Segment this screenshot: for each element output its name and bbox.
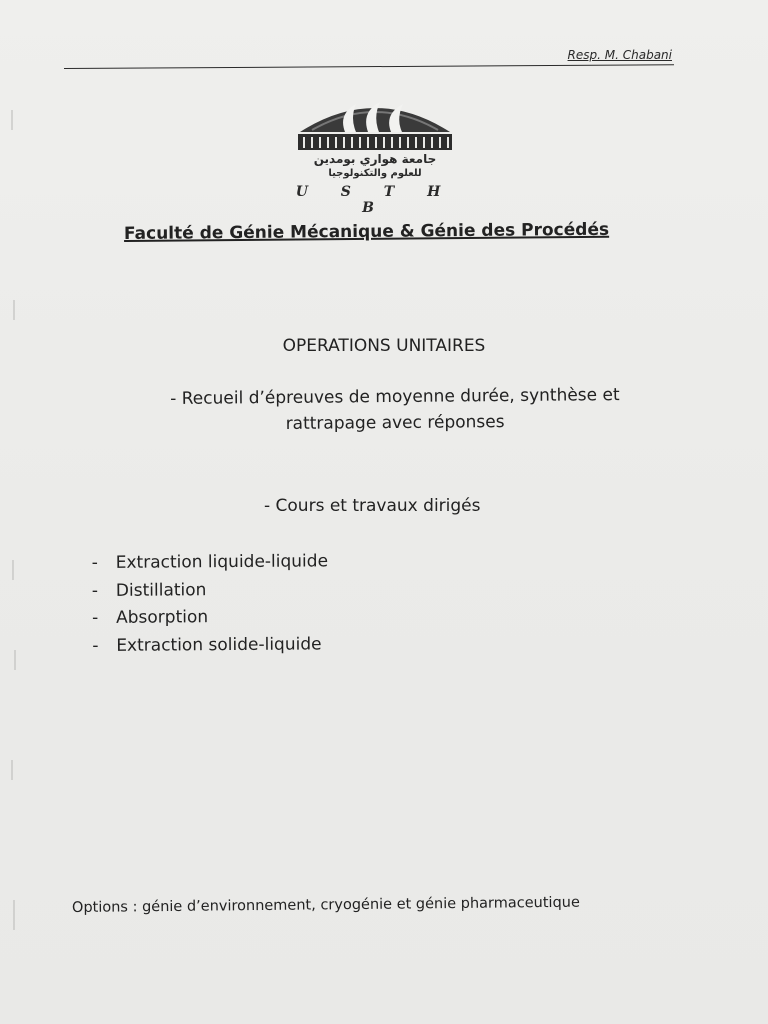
topic-label: Extraction solide-liquide	[116, 633, 322, 656]
options-line: Options : génie d’environnement, cryogénie et génie pharmaceutique	[71, 894, 580, 916]
topic-item	[92, 603, 328, 632]
topic-item	[92, 631, 328, 660]
usthb-logo	[290, 92, 460, 216]
topic-bullet: -	[91, 552, 98, 574]
scan-edge-marks	[4, 0, 24, 1024]
topic-bullet: -	[92, 607, 99, 628]
faculty-heading: Faculté de Génie Mécanique & Génie des Procédés	[123, 219, 610, 244]
document-title: OPERATIONS UNITAIRES	[282, 336, 486, 356]
logo-arabic-line-1: جامعة هواري بومدين	[313, 152, 437, 166]
topic-item	[92, 576, 328, 605]
topic-bullet: -	[92, 635, 99, 656]
topic-label: Distillation	[115, 579, 207, 601]
recueil-line: - Recueil d’épreuves de moyenne durée, synthèse et rattrapage avec réponses	[170, 385, 620, 434]
topic-bullet: -	[91, 580, 99, 601]
topic-label: Absorption	[116, 607, 209, 628]
topic-label: Extraction liquide-liquide	[115, 551, 329, 573]
topics-list	[92, 548, 329, 660]
header-rule	[64, 64, 674, 69]
logo-acronym: U S T H B	[295, 184, 455, 216]
logo-emblem-icon	[290, 92, 460, 154]
logo-arabic-line-2: للعلوم والتكنولوجيا	[328, 168, 422, 179]
topic-item	[92, 548, 328, 577]
cours-line: - Cours et travaux dirigés	[264, 496, 481, 516]
responsible-label: Resp. M. Chabani	[567, 48, 672, 62]
